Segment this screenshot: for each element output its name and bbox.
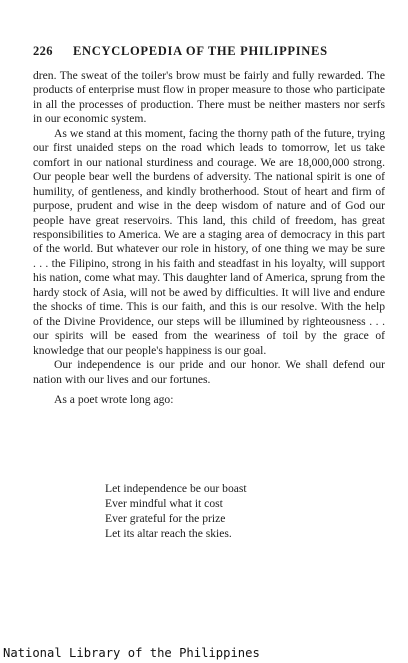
body-text bbox=[33, 69, 385, 407]
running-head bbox=[33, 44, 343, 60]
paragraph-continuation: dren. The sweat of the toiler's brow must be fairly and fully rewarded. The products of enterprise must flow in proper measure to those who participate in all the processes of production. There must be neither masters nor serfs in our economic system. bbox=[33, 69, 385, 126]
paragraph-poet-intro: As a poet wrote long ago: bbox=[54, 392, 174, 406]
poem bbox=[105, 481, 345, 541]
paragraph-thorny-path: As we stand at this moment, facing the thorny path of the future, trying our first unaided steps on the road which leads to tomorrow, let us take comfort in our national sturdiness and courage. We are 18,000,000 strong. Our people bear well the burdens of adversity. The national spirit is one of humility, of gentleness, and kindly brotherhood. Stout of heart and firm of purpose, prudent and wise in the deep wisdom of nature and of God our people have great reservoirs. This land, this child of freedom, has great responsibilities to America. We are a staging area of democracy in this part of the world. But whatever our role in history, of one thing we may be sure . . . the Filipino, strong in his faith and steadfast in his loyalty, will support his nation, come what may. This daughter land of America, sprung from the hardy stock of Asia, will not be awed by difficulties. It will live and endure the shocks of time. This is our faith, and this is our resolve. With the help of the Divine Providence, our steps will be illumined by righteousness . . . our spirits will be eased from the weariness of toil by the grace of knowledge that our people's happiness is our goal. bbox=[33, 126, 385, 357]
poem-line: Ever grateful for the prize bbox=[105, 512, 226, 525]
poem-line: Ever mindful what it cost bbox=[105, 497, 223, 510]
poem-line: Let independence be our boast bbox=[105, 482, 247, 495]
running-title: ENCYCLOPEDIA OF THE PHILIPPINES bbox=[73, 44, 328, 58]
poem-line: Let its altar reach the skies. bbox=[105, 527, 232, 540]
paragraph-independence: Our independence is our pride and our honor. We shall defend our nation with our lives and our fortunes. bbox=[33, 358, 385, 386]
page-number: 226 bbox=[33, 44, 53, 58]
library-credit: National Library of the Philippines bbox=[3, 646, 260, 660]
